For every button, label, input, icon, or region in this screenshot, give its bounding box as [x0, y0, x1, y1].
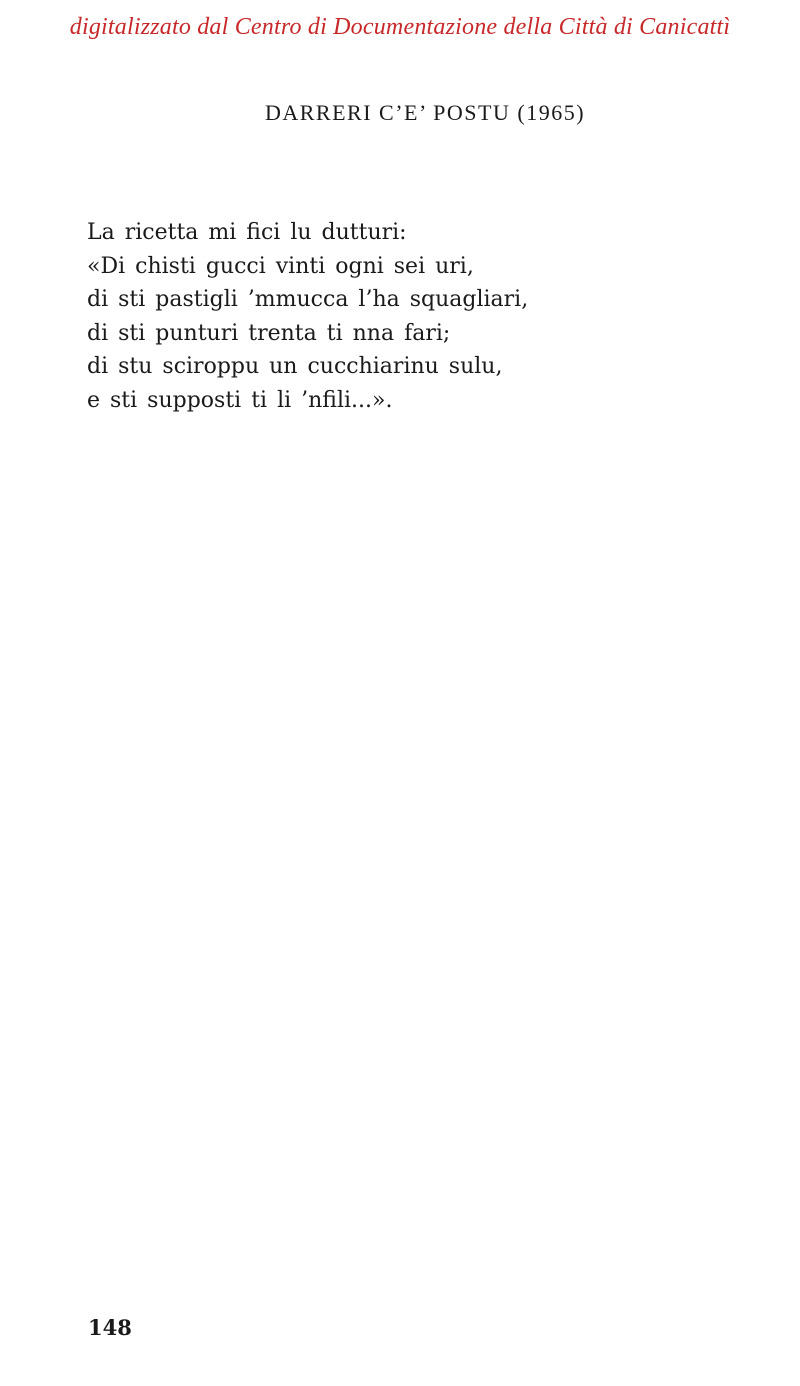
poem-line: e sti supposti ti li ’nfili...». [87, 387, 393, 413]
poem-line: «Di chisti gucci vinti ogni sei uri, [87, 253, 474, 279]
poem-line: di sti punturi trenta ti nna fari; [87, 320, 451, 346]
page-number: 148 [88, 1315, 132, 1340]
poem-line: La ricetta mi fici lu dutturi: [87, 220, 407, 245]
poem-line: di sti pastigli ’mmucca l’ha squagliari, [87, 287, 529, 312]
poem-title: DARRERI C’E’ POSTU (1965) [264, 100, 586, 125]
digitization-watermark: digitalizzato dal Centro di Documentazione della Città di Canicattì [69, 14, 731, 40]
poem-line: di stu sciroppu un cucchiarinu sulu, [87, 354, 503, 379]
poem-body [87, 216, 528, 417]
